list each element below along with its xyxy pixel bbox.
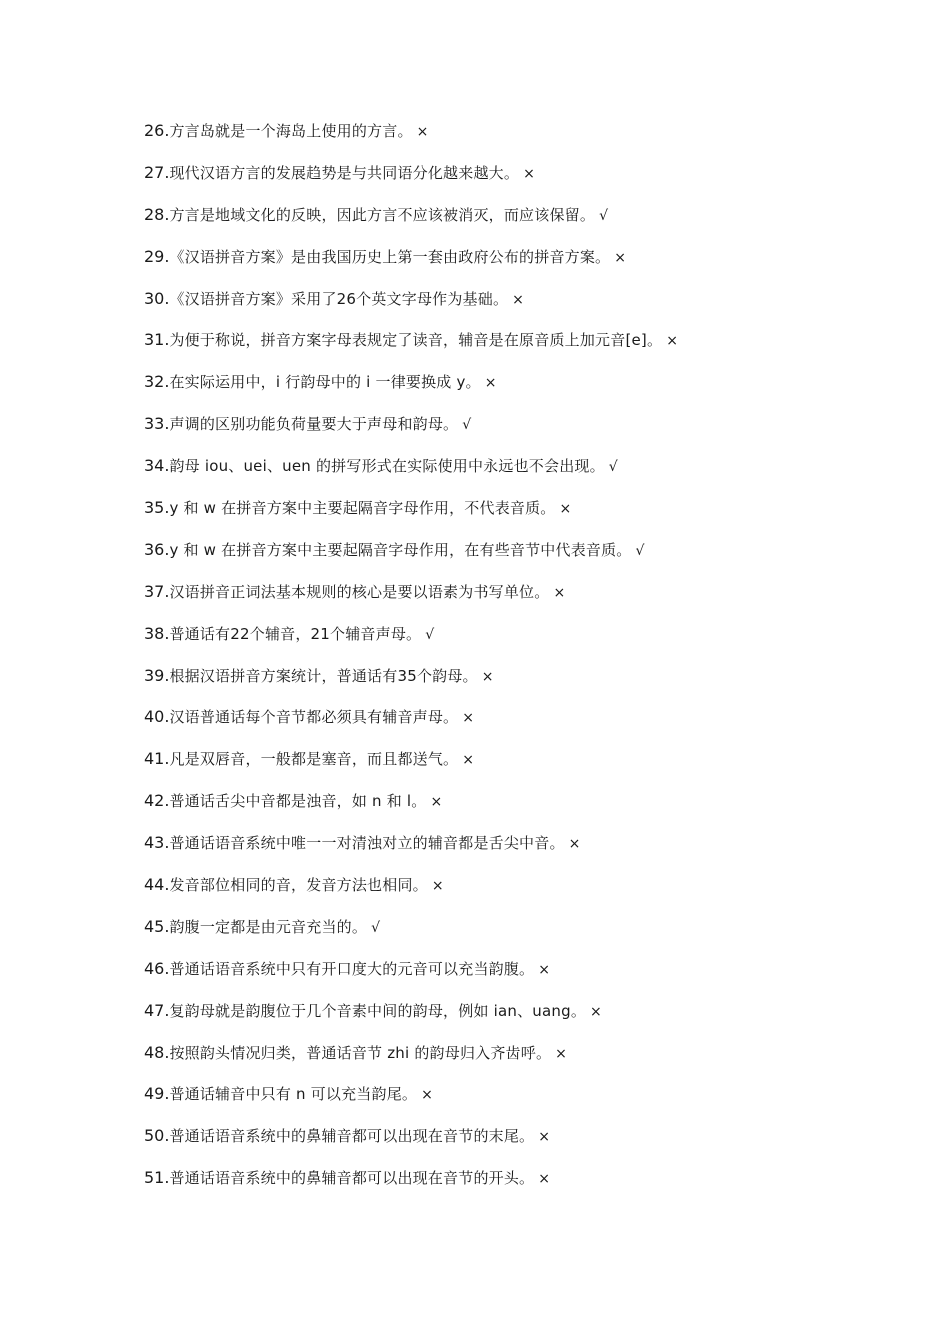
question-item bbox=[144, 579, 924, 621]
answer-mark: × bbox=[666, 333, 678, 350]
answer-mark: × bbox=[538, 1171, 550, 1188]
question-number: 27. bbox=[144, 162, 170, 182]
question-text: 普通话语音系统中唯一一对清浊对立的辅音都是舌尖中音。 bbox=[169, 834, 565, 853]
question-text: 普通话舌尖中音都是浊音，如 n 和 l。 bbox=[169, 792, 427, 811]
answer-mark: × bbox=[462, 710, 474, 727]
answer-mark: √ bbox=[599, 207, 608, 224]
question-number: 44. bbox=[144, 875, 170, 895]
question-number: 33. bbox=[144, 414, 170, 434]
question-number: 26. bbox=[144, 121, 170, 140]
question-number: 48. bbox=[144, 1042, 170, 1062]
question-text: 方言是地域文化的反映，因此方言不应该被消灭，而应该保留。 bbox=[169, 205, 596, 224]
answer-mark: √ bbox=[635, 542, 645, 559]
question-number: 43. bbox=[144, 833, 170, 853]
question-text: y 和 w 在拼音方案中主要起隔音字母作用，在有些音节中代表音质。 bbox=[169, 540, 632, 559]
question-item bbox=[144, 830, 924, 872]
question-item bbox=[144, 537, 924, 579]
answer-mark: × bbox=[481, 668, 494, 685]
question-item bbox=[144, 453, 924, 495]
question-number: 41. bbox=[144, 749, 170, 769]
answer-mark: × bbox=[421, 1087, 433, 1104]
question-item bbox=[144, 327, 924, 369]
question-item bbox=[144, 160, 924, 202]
answer-mark: × bbox=[559, 501, 572, 518]
answer-mark: × bbox=[431, 878, 444, 895]
question-number: 29. bbox=[144, 246, 170, 266]
question-item bbox=[144, 244, 924, 286]
question-text: 根据汉语拼音方案统计，普通话有35个韵母。 bbox=[169, 666, 478, 685]
question-text: 声调的区别功能负荷量要大于声母和韵母。 bbox=[169, 415, 459, 434]
question-list bbox=[144, 118, 924, 1207]
answer-mark: × bbox=[430, 794, 443, 811]
answer-mark: √ bbox=[425, 626, 435, 643]
question-number: 40. bbox=[144, 707, 170, 727]
question-item bbox=[144, 411, 924, 453]
question-item bbox=[144, 914, 924, 956]
answer-mark: × bbox=[568, 836, 581, 853]
question-number: 34. bbox=[144, 456, 170, 476]
question-number: 39. bbox=[144, 665, 170, 685]
question-text: 《汉语拼音方案》采用了26个英文字母作为基础。 bbox=[169, 289, 509, 308]
question-item bbox=[144, 118, 924, 160]
question-number: 47. bbox=[144, 1000, 170, 1020]
question-number: 28. bbox=[144, 204, 170, 224]
answer-mark: √ bbox=[371, 919, 380, 936]
question-item bbox=[144, 872, 924, 914]
answer-mark: × bbox=[462, 752, 474, 769]
answer-mark: × bbox=[523, 165, 535, 182]
question-item bbox=[144, 202, 924, 244]
question-text: 现代汉语方言的发展趋势是与共同语分化越来越大。 bbox=[169, 163, 520, 182]
question-number: 45. bbox=[144, 916, 170, 936]
answer-mark: √ bbox=[462, 417, 472, 434]
question-number: 31. bbox=[144, 330, 170, 350]
question-item bbox=[144, 704, 924, 746]
question-text: 凡是双唇音，一般都是塞音，而且都送气。 bbox=[169, 750, 459, 769]
question-item bbox=[144, 998, 924, 1040]
question-text: 《汉语拼音方案》是由我国历史上第一套由政府公布的拼音方案。 bbox=[169, 247, 611, 266]
question-text: 按照韵头情况归类，普通话音节 zhi 的韵母归入齐齿呼。 bbox=[169, 1043, 552, 1062]
question-item bbox=[144, 788, 924, 830]
answer-mark: × bbox=[538, 961, 550, 978]
question-item bbox=[144, 663, 924, 705]
question-item bbox=[144, 1081, 924, 1123]
question-item bbox=[144, 746, 924, 788]
question-text: 普通话辅音中只有 n 可以充当韵尾。 bbox=[169, 1085, 418, 1104]
question-text: 韵腹一定都是由元音充当的。 bbox=[169, 917, 368, 936]
question-text: 普通话语音系统中的鼻辅音都可以出现在音节的开头。 bbox=[169, 1169, 535, 1188]
question-text: 复韵母就是韵腹位于几个音素中间的韵母，例如 ian、uang。 bbox=[169, 1001, 587, 1020]
question-item bbox=[144, 1040, 924, 1082]
question-text: y 和 w 在拼音方案中主要起隔音字母作用，不代表音质。 bbox=[169, 499, 556, 518]
answer-mark: √ bbox=[608, 459, 618, 476]
answer-mark: × bbox=[538, 1129, 550, 1146]
question-item bbox=[144, 1123, 924, 1165]
question-text: 普通话语音系统中只有开口度大的元音可以充当韵腹。 bbox=[169, 959, 535, 978]
question-item bbox=[144, 956, 924, 998]
question-text: 韵母 iou、uei、uen 的拼写形式在实际使用中永远也不会出现。 bbox=[169, 457, 605, 476]
answer-mark: × bbox=[484, 375, 497, 392]
question-item bbox=[144, 1165, 924, 1207]
question-text: 在实际运用中，i 行韵母中的 i 一律要换成 y。 bbox=[169, 373, 481, 392]
question-number: 49. bbox=[144, 1084, 170, 1104]
question-number: 38. bbox=[144, 623, 170, 643]
question-number: 51. bbox=[144, 1168, 170, 1188]
question-text: 方言岛就是一个海岛上使用的方言。 bbox=[169, 122, 413, 140]
answer-mark: × bbox=[512, 291, 524, 308]
question-number: 36. bbox=[144, 539, 170, 559]
question-text: 普通话语音系统中的鼻辅音都可以出现在音节的末尾。 bbox=[169, 1127, 535, 1146]
question-number: 42. bbox=[144, 791, 170, 811]
question-item bbox=[144, 621, 924, 663]
question-number: 32. bbox=[144, 372, 170, 392]
question-item bbox=[144, 286, 924, 328]
question-text: 汉语普通话每个音节都必须具有辅音声母。 bbox=[169, 708, 459, 727]
question-text: 为便于称说，拼音方案字母表规定了读音，辅音是在原音质上加元音[e]。 bbox=[169, 331, 663, 350]
question-number: 46. bbox=[144, 958, 170, 978]
answer-mark: × bbox=[590, 1003, 602, 1020]
question-text: 普通话有22个辅音，21个辅音声母。 bbox=[169, 624, 422, 643]
question-text: 发音部位相同的音，发音方法也相同。 bbox=[169, 876, 428, 895]
question-item bbox=[144, 495, 924, 537]
question-text: 汉语拼音正词法基本规则的核心是要以语素为书写单位。 bbox=[169, 582, 550, 601]
question-number: 37. bbox=[144, 581, 170, 601]
question-number: 30. bbox=[144, 288, 170, 308]
question-item bbox=[144, 369, 924, 411]
answer-mark: × bbox=[614, 249, 626, 266]
answer-mark: × bbox=[555, 1045, 567, 1062]
answer-mark: × bbox=[416, 124, 429, 140]
question-number: 35. bbox=[144, 498, 170, 518]
question-number: 50. bbox=[144, 1126, 170, 1146]
answer-mark: × bbox=[553, 584, 566, 601]
